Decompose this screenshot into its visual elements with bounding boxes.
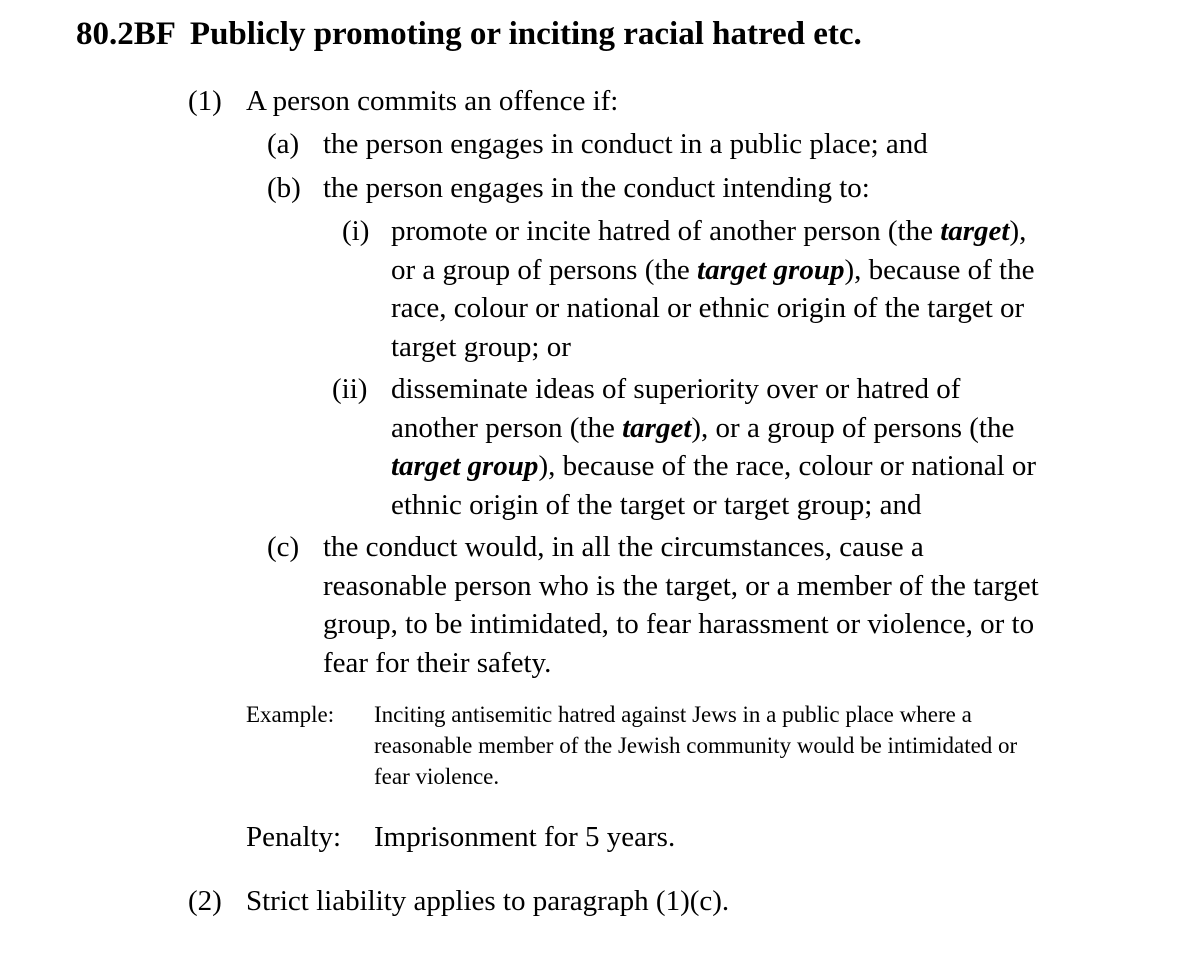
paragraph-text: the person engages in conduct in a public place; and: [323, 128, 928, 160]
defined-term: target: [940, 215, 1010, 247]
penalty-text: Imprisonment for 5 years.: [374, 821, 676, 853]
example-text: Inciting antisemitic hatred against Jews in a public place where a reasonable member of the Jewish community would be intimidated or fear violence.: [374, 702, 1018, 789]
subsection-text: Strict liability applies to paragraph (1)(c).: [246, 885, 730, 917]
defined-term: target group: [391, 450, 539, 482]
subsection-label: (1): [188, 85, 222, 117]
penalty-label: Penalty:: [246, 821, 342, 853]
paragraph-label: (c): [267, 531, 300, 563]
subparagraph-label: (ii): [332, 373, 368, 405]
subparagraph-label: (i): [342, 215, 370, 247]
paragraph-text: the conduct would, in all the circumstances, cause a reasonable person who is the target, or a member of the target group, to be intimidated, to fear harassment or violence, or to fear for their safety.: [323, 531, 1039, 679]
section-number: 80.2BF: [76, 16, 176, 52]
defined-term: target: [622, 411, 692, 444]
defined-term: target group: [697, 253, 845, 286]
paragraph-text: the person engages in the conduct intending to:: [323, 172, 870, 204]
section-heading: [76, 14, 862, 54]
example-label: Example:: [246, 702, 335, 727]
subsection-text: A person commits an offence if:: [246, 85, 619, 117]
subparagraph-text: promote or incite hatred of another person (the target), or a group of persons (the target group), because of the race, colour or national or ethnic origin of the target or target group; or: [391, 215, 1035, 363]
paragraph-label: (a): [267, 128, 300, 160]
subparagraph-text: disseminate ideas of superiority over or hatred of another person (the target), or a group of persons (the target group), because of the race, colour or national or ethnic origin of the target or target group; and: [391, 373, 1037, 521]
subsection-label: (2): [188, 885, 222, 917]
section-title: Publicly promoting or inciting racial hatred etc.: [189, 16, 862, 52]
paragraph-label: (b): [267, 172, 301, 204]
